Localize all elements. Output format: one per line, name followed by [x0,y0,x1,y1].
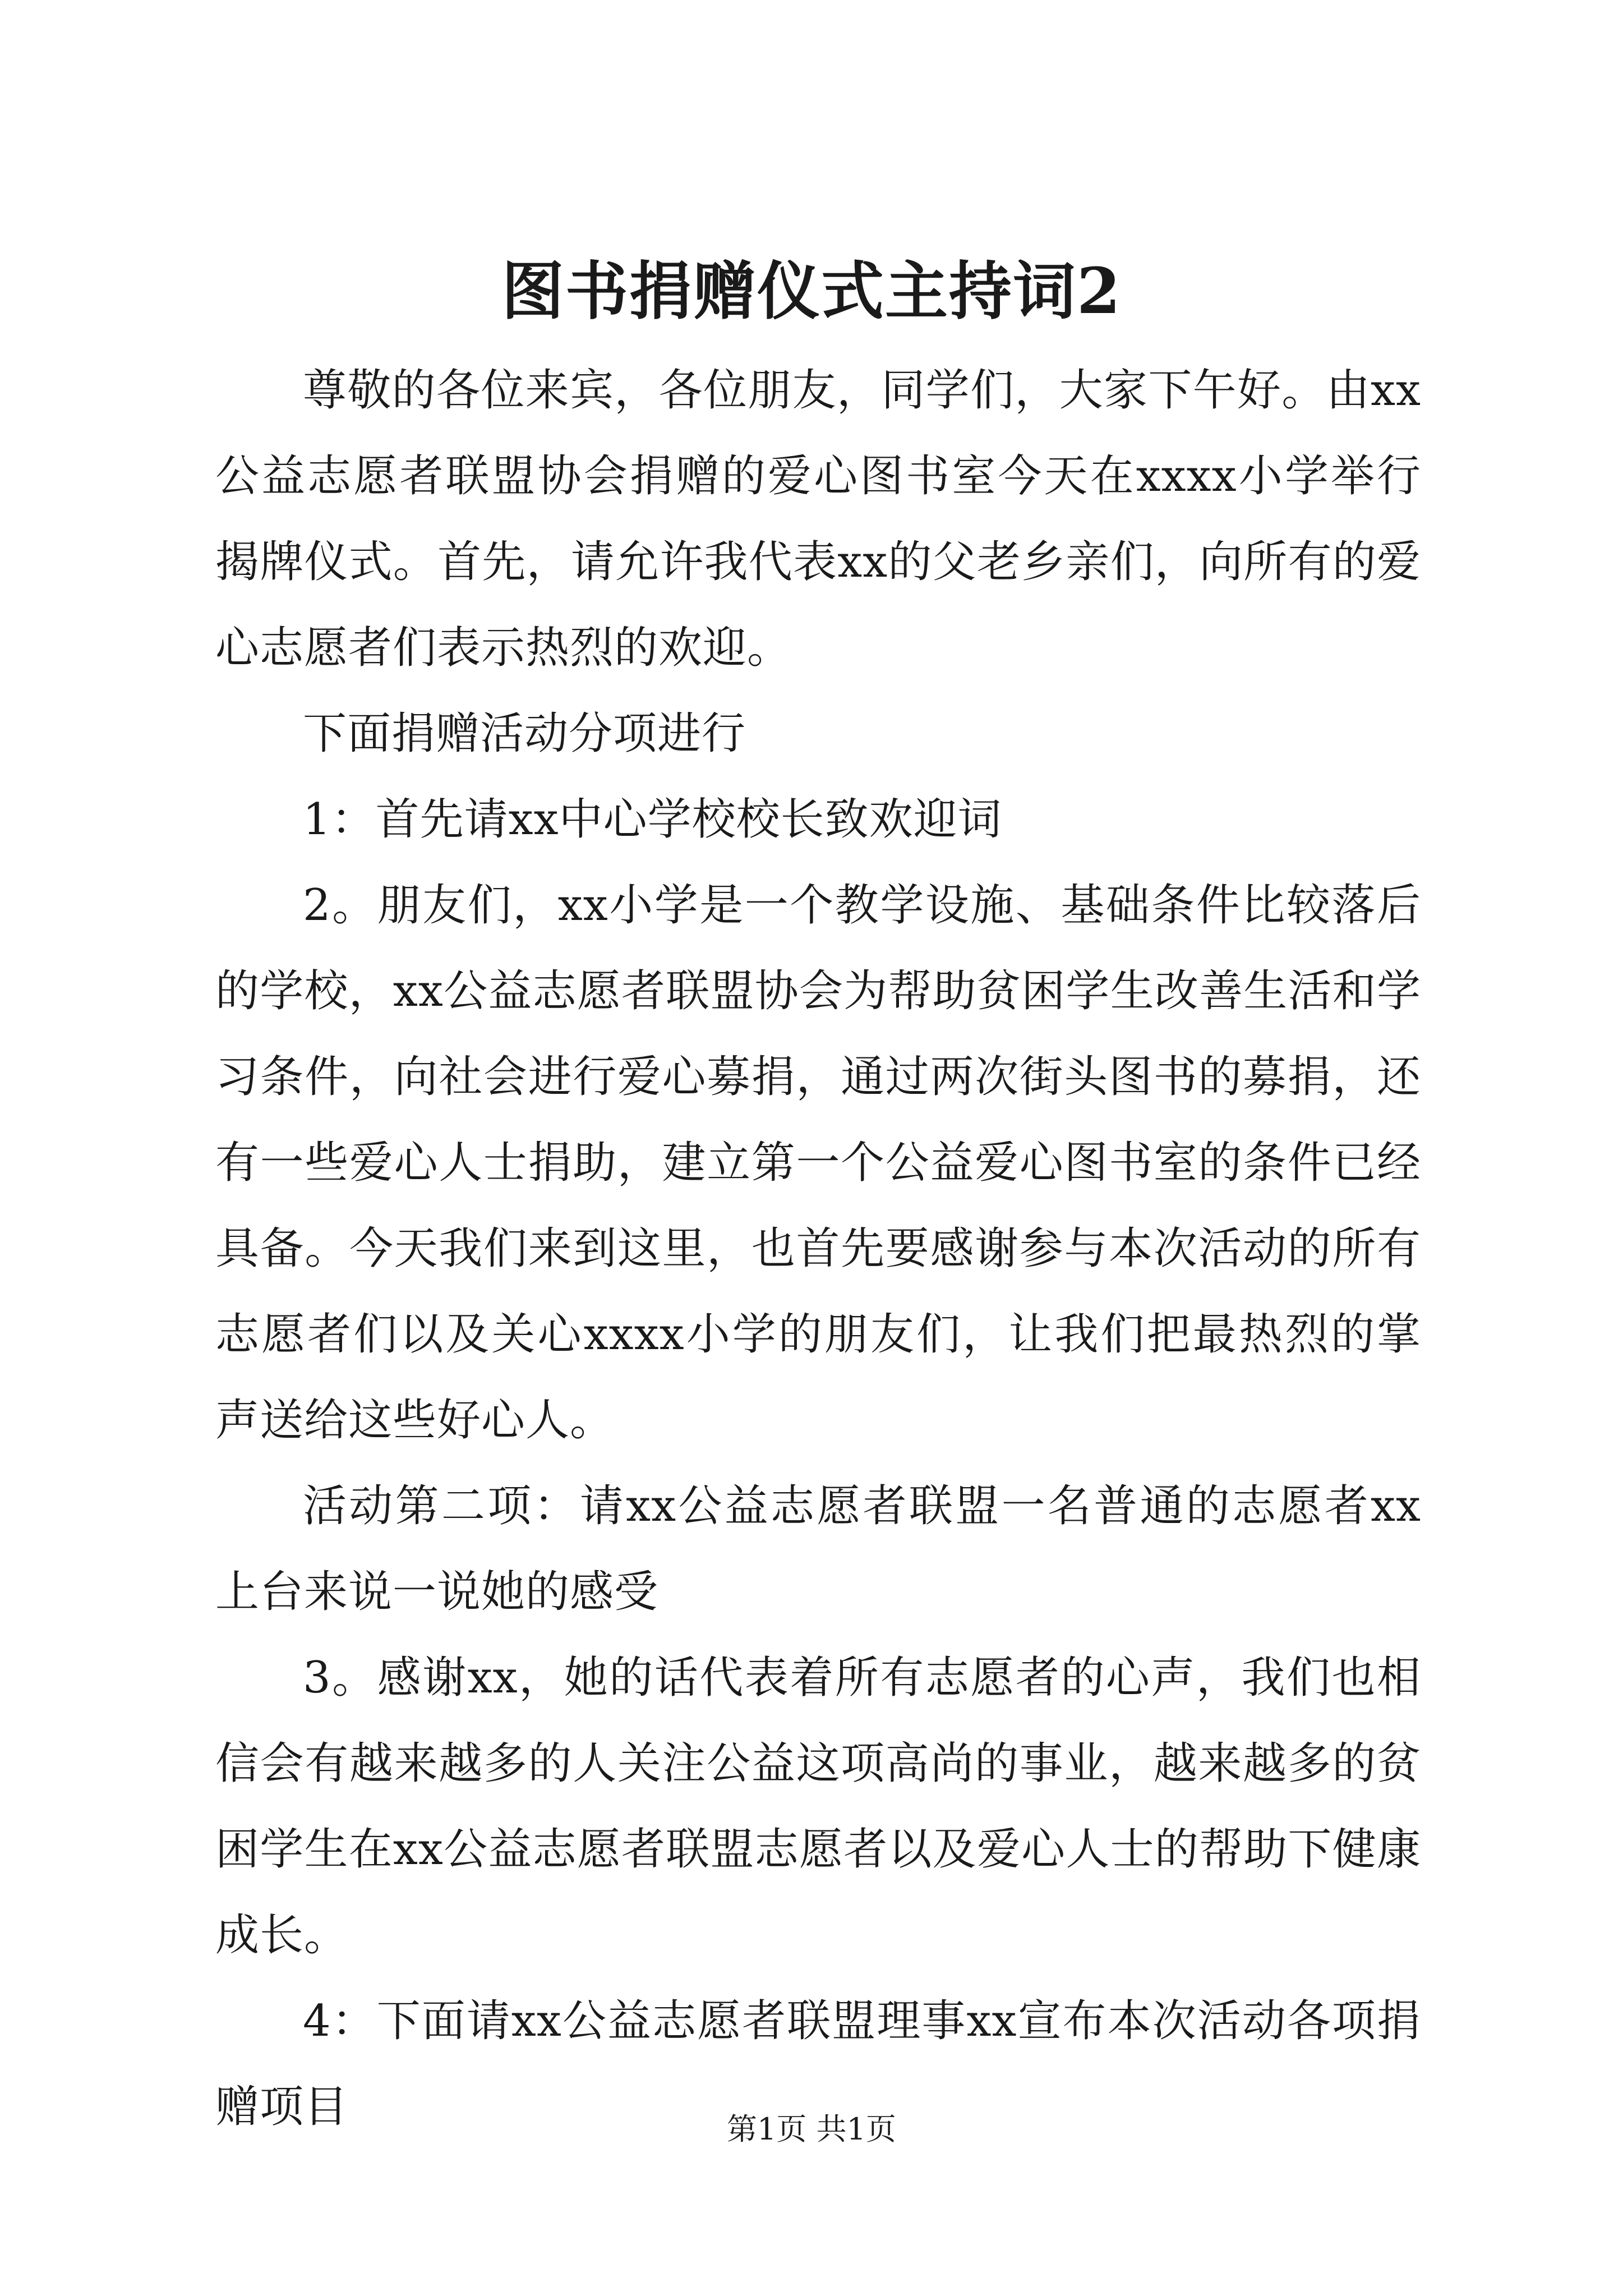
paragraph-item-3: 3。感谢xx，她的话代表着所有志愿者的心声，我们也相信会有越来越多的人关注公益这项高尚的事业，越来越多的贫困学生在xx公益志愿者联盟志愿者以及爱心人士的帮助下健康成长。 [215,1653,1421,1961]
page-footer: 第1页 共1页 [727,2111,896,2147]
paragraph-item-2: 2。朋友们，xx小学是一个教学设施、基础条件比较落后的学校，xx公益志愿者联盟协会为帮助贫困学生改善生活和学习条件，向社会进行爱心募捐，通过两次街头图书的募捐，还有一些爱心人士捐助，建立第一个公益爱心图书室的条件已经具备。今天我们来到这里，也首先要感谢参与本次活动的所有志愿者们以及关心xxxx小学的朋友们，让我们把最热烈的掌声送给这些好心人。 [215,880,1421,1446]
paragraph-item-1: 1：首先请xx中心学校校长致欢迎词 [303,794,1002,845]
document-title: 图书捐赠仪式主持词2 [501,255,1122,328]
paragraph-greeting: 尊敬的各位来宾，各位朋友，同学们，大家下午好。由xx公益志愿者联盟协会捐赠的爱心图书室今天在xxxx小学举行揭牌仪式。首先，请允许我代表xx的父老乡亲们，向所有的爱心志愿者们表示热烈的欢迎。 [215,365,1421,673]
document-body [215,348,1421,2150]
paragraph-activity-2: 活动第二项：请xx公益志愿者联盟一名普通的志愿者xx上台来说一说她的感受 [215,1481,1421,1617]
paragraph-item-4: 4：下面请xx公益志愿者联盟理事xx宣布本次活动各项捐赠项目 [215,1996,1421,2132]
paragraph-agenda-intro: 下面捐赠活动分项进行 [303,708,746,759]
